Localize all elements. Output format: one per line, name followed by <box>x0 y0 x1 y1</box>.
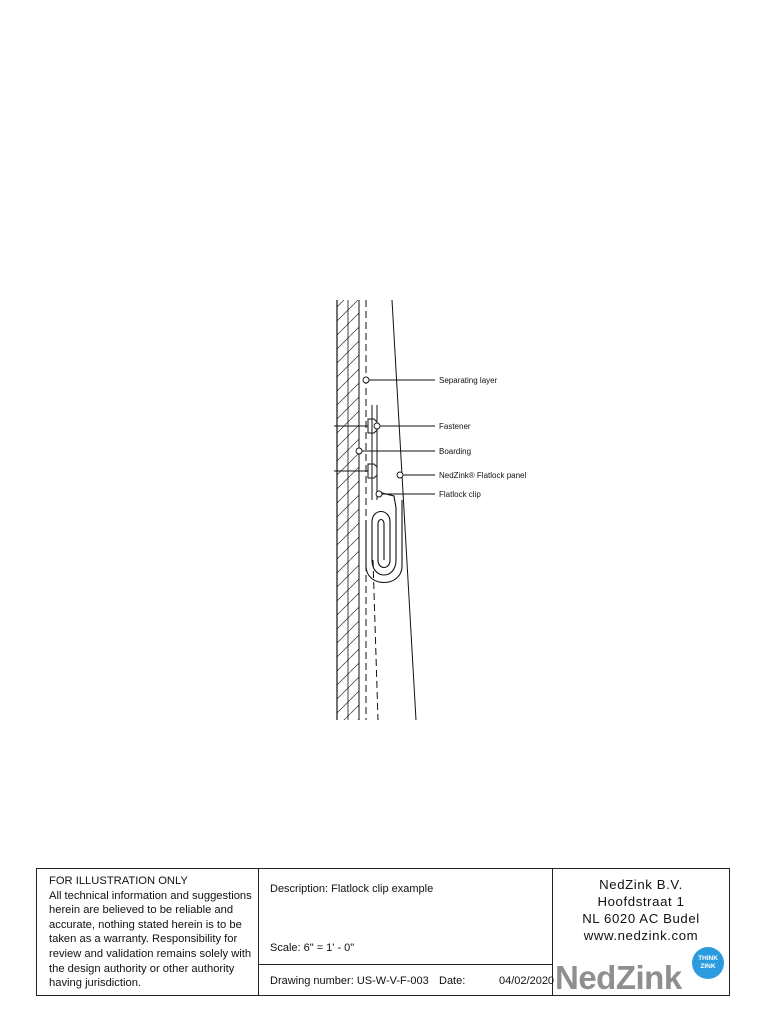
leaders <box>356 377 435 497</box>
label-separating-layer: Separating layer <box>439 376 498 385</box>
disclaimer-line: taken as a warranty. Responsibility for <box>49 933 238 946</box>
think-zink-badge-icon <box>692 947 724 979</box>
drawing-number: Drawing number: US-W-V-F-003 <box>270 975 429 987</box>
label-flatlock-panel: NedZink® Flatlock panel <box>439 471 527 480</box>
disclaimer-line: having jurisdiction. <box>49 977 142 990</box>
disclaimer-line: the design authority or other authority <box>49 962 235 975</box>
company-name: NedZink B.V. <box>599 877 683 892</box>
disclaimer-line: All technical information and suggestions <box>49 889 252 902</box>
company-info <box>553 869 729 995</box>
flatlock-fold <box>366 492 402 583</box>
disclaimer-line: herein are believed to be reliable and <box>49 904 234 917</box>
scale: Scale: 6" = 1' - 0" <box>270 942 355 954</box>
date-value: 04/02/2020 <box>499 975 555 987</box>
disclaimer-line: review and validation remains solely with <box>49 947 252 960</box>
company-city: NL 6020 AC Budel <box>582 911 700 926</box>
substrate-wall <box>337 300 359 720</box>
label-flatlock-clip: Flatlock clip <box>439 490 481 499</box>
boarding-line <box>373 560 378 720</box>
logo-wordmark: NedZink <box>555 959 682 996</box>
disclaimer <box>37 869 259 995</box>
description: Description: Flatlock clip example <box>270 883 434 895</box>
disclaimer-heading: FOR ILLUSTRATION ONLY <box>49 875 188 887</box>
badge-line2: ZINK <box>700 962 716 970</box>
label-fastener: Fastener <box>439 422 471 431</box>
badge-line1: THINK <box>698 955 718 962</box>
drawing-number-area <box>259 965 553 995</box>
date-label: Date: <box>439 975 466 987</box>
nedzink-logo <box>553 947 729 995</box>
title-block <box>36 868 730 996</box>
label-boarding: Boarding <box>439 447 472 456</box>
description-area <box>259 869 553 965</box>
disclaimer-line: accurate, nothing stated herein is to be <box>49 918 242 931</box>
company-web[interactable]: www.nedzink.com <box>583 928 699 943</box>
company-street: Hoofdstraat 1 <box>597 894 685 909</box>
